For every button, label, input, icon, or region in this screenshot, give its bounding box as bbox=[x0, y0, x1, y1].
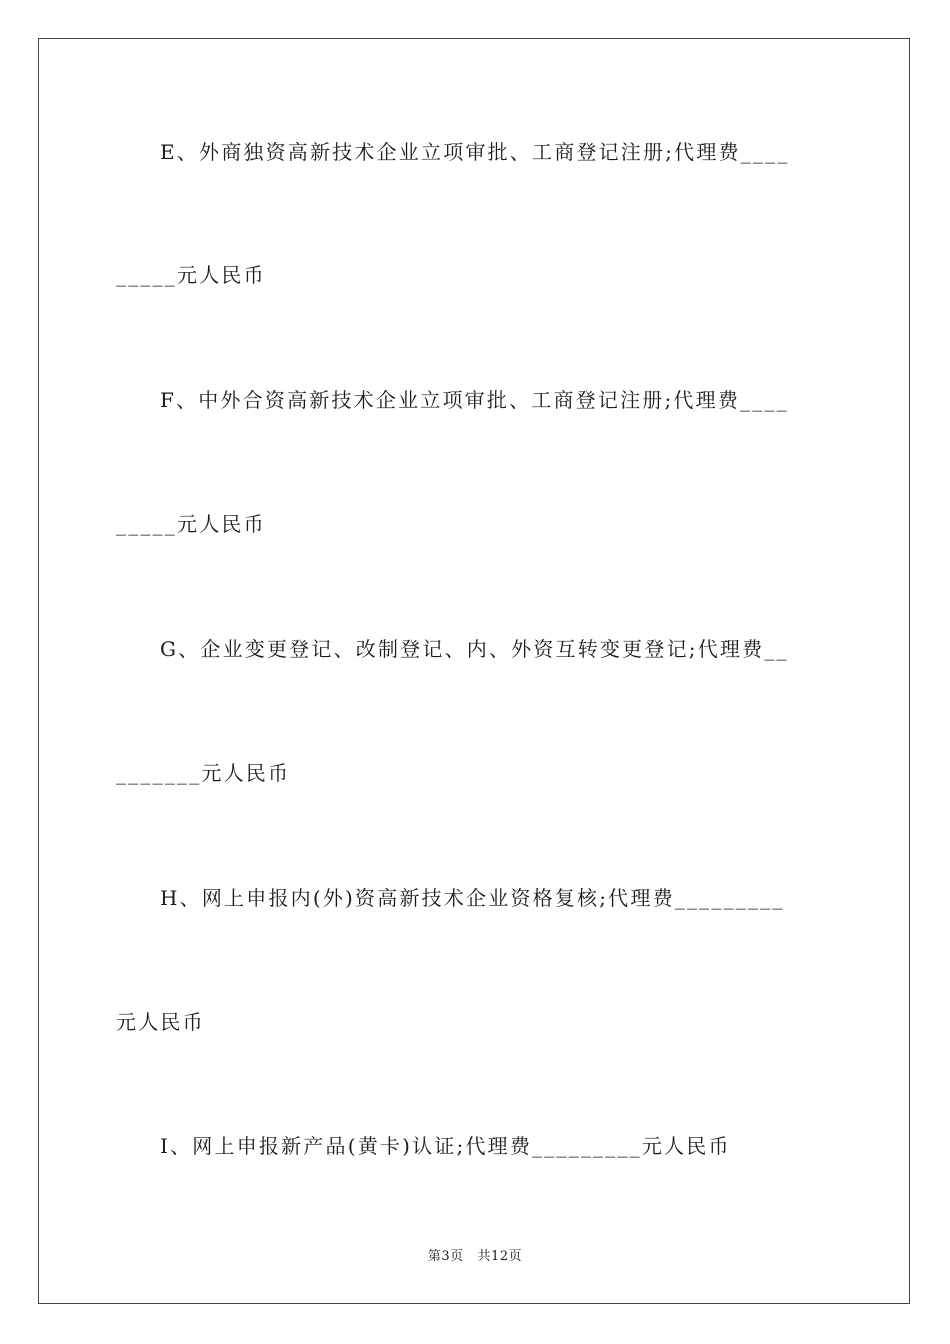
paragraph-e-line-1: E、外商独资高新技术企业立项审批、工商登记注册;代理费____ bbox=[160, 140, 790, 164]
paragraph-i-line-1: I、网上申报新产品(黄卡)认证;代理费_________元人民币 bbox=[160, 1134, 731, 1158]
paragraph-g-line-2: _______元人民币 bbox=[116, 761, 291, 785]
paragraph-h-line-2: 元人民币 bbox=[116, 1010, 205, 1034]
page-number-footer: 第3页 共12页 bbox=[427, 1249, 523, 1264]
paragraph-f-line-2: _____元人民币 bbox=[116, 512, 266, 536]
paragraph-e-line-2: _____元人民币 bbox=[116, 263, 266, 287]
paragraph-f-line-1: F、中外合资高新技术企业立项审批、工商登记注册;代理费____ bbox=[160, 388, 789, 412]
paragraph-h-line-1: H、网上申报内(外)资高新技术企业资格复核;代理费_________ bbox=[160, 886, 785, 910]
paragraph-g-line-1: G、企业变更登记、改制登记、内、外资互转变更登记;代理费__ bbox=[160, 637, 789, 661]
page-border bbox=[38, 38, 910, 1304]
